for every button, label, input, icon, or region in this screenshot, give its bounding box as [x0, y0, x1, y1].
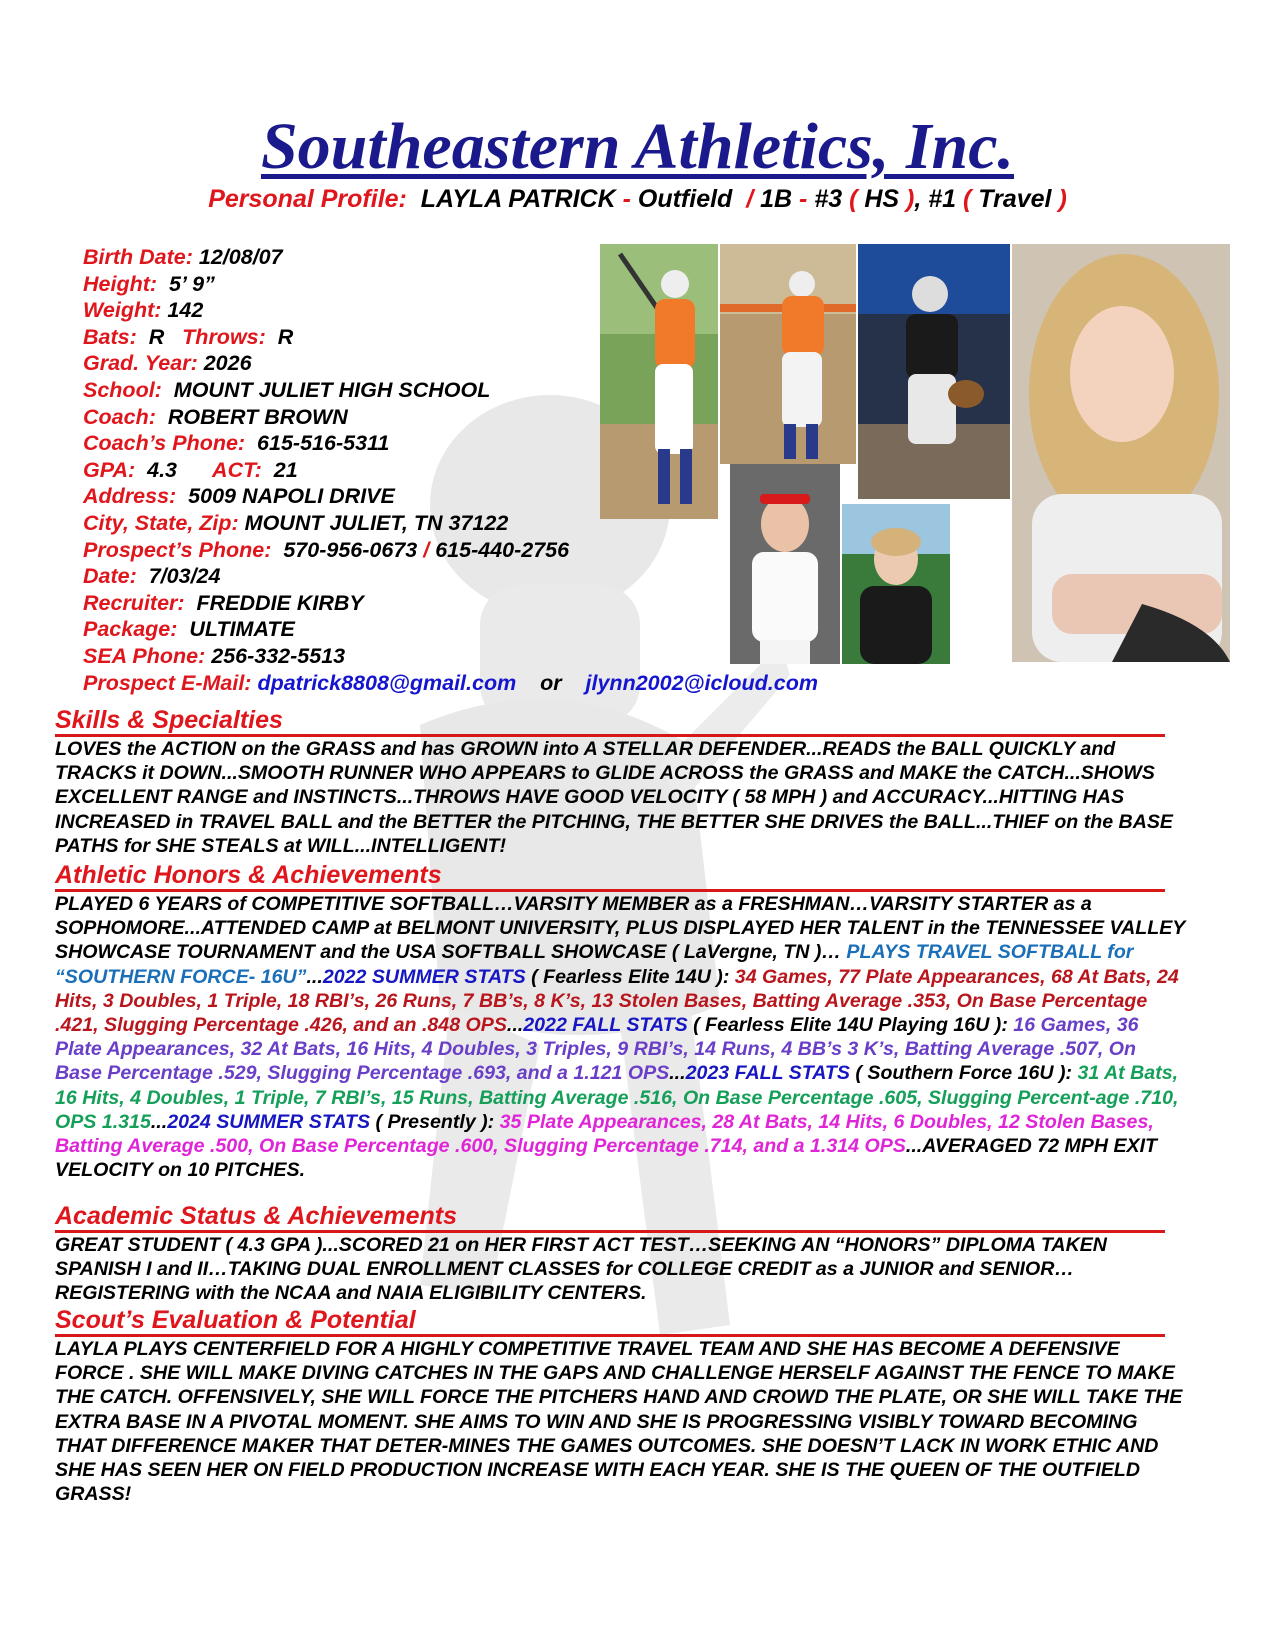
info-row-bats-throws: Bats: R Throws: R	[83, 324, 294, 349]
info-row-birth-date: Birth Date: 12/08/07	[83, 245, 283, 269]
scout-section	[55, 1306, 1185, 1506]
photo-batting-front	[600, 244, 718, 519]
athletic-section	[55, 861, 1185, 1182]
info-row-grad-year: Grad. Year: 2026	[83, 351, 252, 376]
info-row-email: Prospect E-Mail: dpatrick8808@gmail.com or jlynn2002@icloud.com	[83, 670, 818, 695]
profile-line: Personal Profile: LAYLA PATRICK - Outfield / 1B - #3 ( HS ), #1 ( Travel )	[208, 185, 1067, 213]
company-title: Southeastern Athletics, Inc.	[260, 110, 1015, 183]
info-row-prospect-phone: Prospect’s Phone: 570-956-0673 / 615-440-2756	[83, 537, 570, 562]
athletic-text: PLAYED 6 YEARS of COMPETITIVE SOFTBALL…VARSITY MEMBER as a FRESHMAN…VARSITY STARTER as a SOPHOMORE...ATTENDED CAMP at BELMONT UNIVERSITY, PLUS DISPLAYED HER TALENT in the TENNESSEE VALLEY SHOWCASE TOURNAMENT and the USA SOFTBALL SHOWCASE ( LaVergne, TN )… PLAYS TRAVEL SOFTBALL for “SOUTHERN FORCE- 16U”...2022 SUMMER STATS ( Fearless Elite 14U ): 34 Games, 77 Plate Appearances, 68 At Bats, 24 Hits, 3 Doubles, 1 Triple, 18 RBI’s, 26 Runs, 7 BB’s, 8 K’s, 13 Stolen Bases, Batting Average .353, On Base Percentage .421, Slugging Percentage .426, and an .848 OPS...2022 FALL STATS ( Fearless Elite 14U Playing 16U ): 16 Games, 36 Plate Appearances, 32 At Bats, 16 Hits, 4 Doubles, 3 Triples, 9 RBI’s, 14 Runs, 4 BB’s 3 K’s, Batting Average .507, On Base Percentage .529, Slugging Percentage .693, and a 1.121 OPS...2023 FALL STATS ( Southern Force 16U ): 31 At Bats, 16 Hits, 4 Doubles, 1 Triple, 7 RBI’s, 15 Runs, Batting Average .516, On Base Percentage .605, Slugging Percent-age .710, OPS 1.315...2024 SUMMER STATS ( Presently ): 35 Plate Appearances, 28 At Bats, 14 Hits, 6 Doubles, 12 Stolen Bases, Batting Average .500, On Base Percentage .600, Slugging Percentage .714, and a 1.314 OPS...AVERAGED 72 MPH EXIT VELOCITY on 10 PITCHES.	[55, 893, 1186, 1182]
photo-fielding-stance	[858, 244, 1010, 499]
athletic-heading: Athletic Honors & Achievements	[55, 861, 1165, 892]
info-row-coach: Coach: ROBERT BROWN	[83, 404, 348, 429]
email-link-2[interactable]: jlynn2002@icloud.com	[585, 670, 818, 695]
academic-heading: Academic Status & Achievements	[55, 1202, 1165, 1233]
skills-text: LOVES the ACTION on the GRASS and has GROWN into A STELLAR DEFENDER...READS the BALL QUICKLY and TRACKS it DOWN...SMOOTH RUNNER WHO APPEARS to GLIDE ACROSS the GRASS and MAKE the CATCH...SHOWS EXCELLENT RANGE and INSTINCTS...THROWS HAVE GOOD VELOCITY ( 58 MPH ) and ACCURACY...HITTING HAS INCREASED in TRAVEL BALL and the BETTER the PITCHING, THE BETTER SHE DRIVES the BALL...THIEF on the BASE PATHS for SHE STEALS at WILL...INTELLIGENT!	[55, 738, 1173, 857]
photo-headshot-visor	[730, 464, 840, 664]
skills-heading: Skills & Specialties	[55, 706, 1165, 737]
info-row-coach-phone: Coach’s Phone: 615-516-5311	[83, 431, 390, 456]
photo-batting-back	[720, 244, 856, 464]
info-row-gpa-act: GPA: 4.3 ACT: 21	[83, 457, 298, 482]
info-row-height: Height: 5’ 9”	[83, 271, 215, 296]
info-row-package: Package: ULTIMATE	[83, 617, 295, 642]
academic-text: GREAT STUDENT ( 4.3 GPA )...SCORED 21 on HER FIRST ACT TEST…SEEKING AN “HONORS” DIPLOMA TAKEN SPANISH I and II…TAKING DUAL ENROLLMENT CLASSES for COLLEGE CREDIT as a JUNIOR and SENIOR…REGISTERING with the NCAA and NAIA ELIGIBILITY CENTERS.	[55, 1234, 1107, 1305]
photo-portrait	[1012, 244, 1230, 662]
academic-section	[55, 1202, 1185, 1306]
scout-heading: Scout’s Evaluation & Potential	[55, 1306, 1165, 1337]
info-row-address: Address: 5009 NAPOLI DRIVE	[83, 484, 395, 509]
scout-text: LAYLA PLAYS CENTERFIELD FOR A HIGHLY COMPETITIVE TRAVEL TEAM AND SHE HAS BECOME A DEFENSIVE FORCE . SHE WILL MAKE DIVING CATCHES IN THE GAPS AND CHALLENGE HERSELF AGAINST THE FENCE TO MAKE THE CATCH. OFFENSIVELY, SHE WILL FORCE THE PITCHERS HAND AND CROWD THE PLATE, OR SHE WILL TAKE THE EXTRA BASE IN A PIVOTAL MOMENT. SHE AIMS TO WIN AND SHE IS PROGRESSING VISIBLY TOWARD BECOMING THAT DIFFERENCE MAKER THAT DETER-MINES THE GAMES OUTCOMES. SHE DOESN’T LACK IN WORK ETHIC AND SHE HAS SEEN HER ON FIELD PRODUCTION INCREASE WITH EACH YEAR. SHE IS THE QUEEN OF THE OUTFIELD GRASS!	[55, 1338, 1183, 1506]
email-link-1[interactable]: dpatrick8808@gmail.com	[257, 670, 517, 695]
info-row-sea-phone: SEA Phone: 256-332-5513	[83, 643, 346, 668]
photo-headshot-jersey	[842, 504, 950, 664]
info-row-weight: Weight: 142	[83, 298, 204, 323]
info-row-city-state-zip: City, State, Zip: MOUNT JULIET, TN 37122	[83, 510, 509, 535]
info-row-school: School: MOUNT JULIET HIGH SCHOOL	[83, 377, 491, 402]
info-row-recruiter: Recruiter: FREDDIE KIRBY	[83, 590, 364, 615]
info-row-date: Date: 7/03/24	[83, 564, 221, 589]
skills-section	[55, 706, 1185, 858]
